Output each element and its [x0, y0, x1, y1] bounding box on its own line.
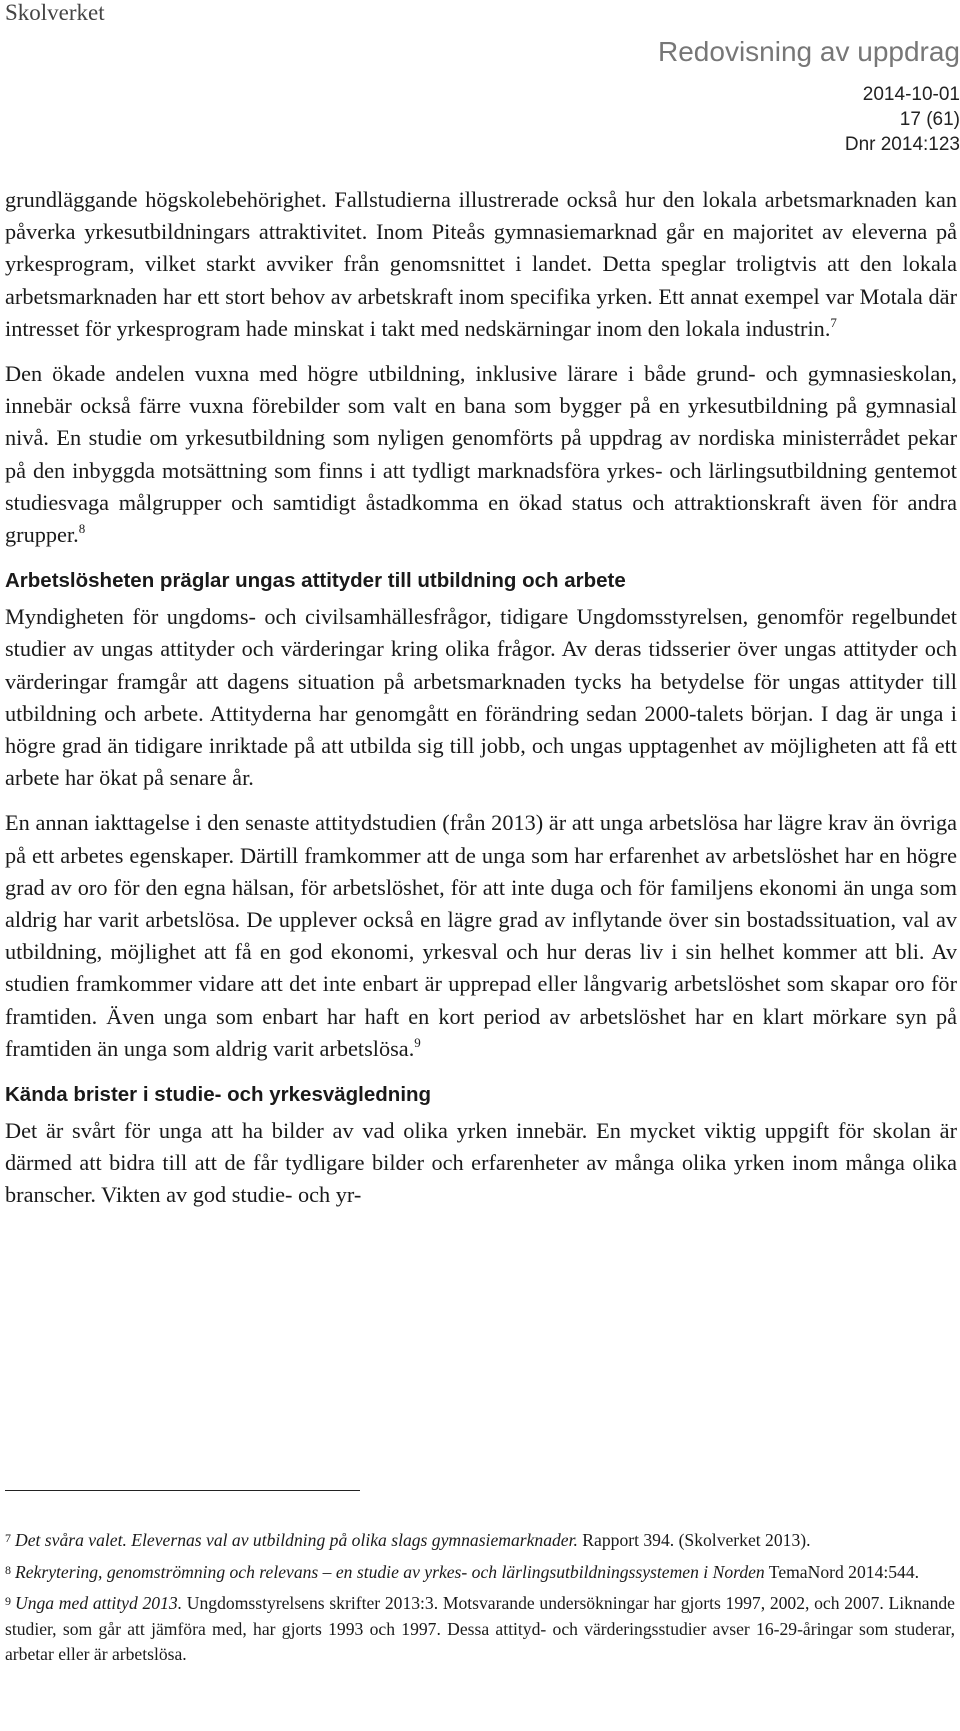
document-date: 2014-10-01 — [862, 84, 960, 105]
document-meta — [845, 82, 960, 157]
page-number: 17 (61) — [899, 109, 960, 130]
paragraph-4 — [5, 807, 957, 1065]
footnote-text: TemaNord 2014:544. — [764, 1561, 920, 1582]
footnote-divider — [5, 1490, 360, 1491]
footnote-ref-8: 8 — [78, 521, 86, 537]
footnote-ref-9: 9 — [414, 1034, 421, 1050]
paragraph-5: Det är svårt för unga att ha bilder av vad olika yrken innebär. En mycket viktig uppgift för skolan är därmed att bidra till att de får tydligare bilder och erfarenheter av många olika yrken inom många olika branscher. Vikten av god studie- och yr- — [5, 1118, 957, 1208]
footnote-title: Unga med attityd 2013. — [15, 1593, 183, 1613]
paragraph-1 — [5, 184, 957, 345]
section-heading-guidance: Kända brister i studie- och yrkesvägledning — [5, 1083, 432, 1107]
paragraph-text: Den ökade andelen vuxna med högre utbildning, inklusive lärare i både grund- och gymnasieskolan, innebär också färre vuxna förebilder som valt en bana som bygger på en yrkesutbildning på gymnasial nivå. En studie om yrkesutbildning som nyligen genomförts på uppdrag av nordiska ministerrådet pekar på den inbyggda motsättning som finns i att tydligt marknadsföra yrkes- och lärlingsutbildning gentemot studiesvaga målgrupper och samtidigt åstadkomma en ökad status och attraktionskraft även för andra grupper. — [5, 361, 957, 548]
paragraph-text: En annan iakttagelse i den senaste attitydstudien (från 2013) är att unga arbetslösa har lägre krav än övriga på ett arbetes egenskaper. Därtill framkommer att de unga som har erfarenhet av arbetslöshet har en högre grad av oro för den egna hälsan, för arbetslöshet, för att inte duga och för familjens ekonomi än unga som aldrig har varit arbetslösa. De upplever också en lägre grad av inflytande över sin bostadssituation, val av utbildning, möjlighet att få en god ekonomi, yrkesval och hur deras liv i sin helhet kommer att bli. Av studien framkommer vidare att det inte enbart är upprepad eller långvarig arbetslöshet som skapar oro för framtiden. Även unga som enbart har haft en kort period av arbetslöshet har en klart mörkare syn på framtiden än unga som aldrig varit arbetslösa. — [5, 810, 957, 1061]
footnote-number: 8 — [5, 1562, 11, 1577]
paragraph-2 — [5, 358, 957, 551]
section-heading-unemployment: Arbetslösheten präglar ungas attityder till utbildning och arbete — [5, 569, 626, 593]
footnote-7 — [5, 1526, 955, 1554]
footnote-text: Ungdomsstyrelsens skrifter 2013:3. Motsvarande undersökningar har gjorts 1997, 2002, och 2007. Liknande studier, som går att jämföra med, har gjorts 1993 och 1997. Dessa attityd- och värderingsstudier avser 16-29-åringar som studerar, arbetar eller är arbetslösa. — [5, 1593, 955, 1664]
footnote-9 — [5, 1589, 955, 1668]
footnote-number: 9 — [5, 1594, 11, 1608]
paragraph-text: grundläggande högskolebehörighet. Fallstudierna illustrerade också hur den lokala arbetsmarknaden kan påverka yrkesutbildningars attraktivitet. Inom Piteås gymnasiemarknad går en majoritet av eleverna på yrkesprogram, vilket starkt avviker från genomsnittet i landet. Detta speglar troligtvis att den lokala arbetsmarknaden har ett stort behov av arbetskraft inom specifika yrken. Ett annat exempel var Motala där intresset för yrkesprogram hade minskat i takt med nedskärningar inom den lokala industrin. — [5, 187, 957, 341]
footnote-8 — [5, 1558, 955, 1586]
paragraph-3: Myndigheten för ungdoms- och civilsamhällesfrågor, tidigare Ungdomsstyrelsen, genomför regelbundet studier av ungas attityder och värderingar kring olika frågor. Av deras tidsserier över ungas attityder och värderingar framgår att dagens situation på arbetsmarknaden tycks ha betydelse för ungas attityder till utbildning och arbete. Attityderna har genomgått en förändring sedan 2000-talets början. I dag är unga i högre grad än tidigare inriktade på att utbilda sig till jobb, och ungas upptagenhet av möjligheten att få ett arbete har ökat på senare år. — [5, 604, 957, 791]
footnote-ref-7: 7 — [830, 314, 837, 330]
footnote-text: Rapport 394. (Skolverket 2013). — [577, 1530, 811, 1550]
document-body — [5, 184, 957, 1225]
footnote-number: 7 — [5, 1531, 11, 1545]
footnotes — [5, 1526, 955, 1672]
footnote-title: Det svåra valet. Elevernas val av utbildning på olika slags gymnasiemarknader. — [15, 1530, 578, 1550]
organization-name: Skolverket — [5, 0, 105, 25]
diary-number: Dnr 2014:123 — [844, 134, 960, 155]
report-title: Redovisning av uppdrag — [658, 36, 960, 67]
footnote-title: Rekrytering, genomströmning och relevans – en studie av yrkes- och lärlingsutbildningssystemen i Norden — [15, 1561, 765, 1582]
